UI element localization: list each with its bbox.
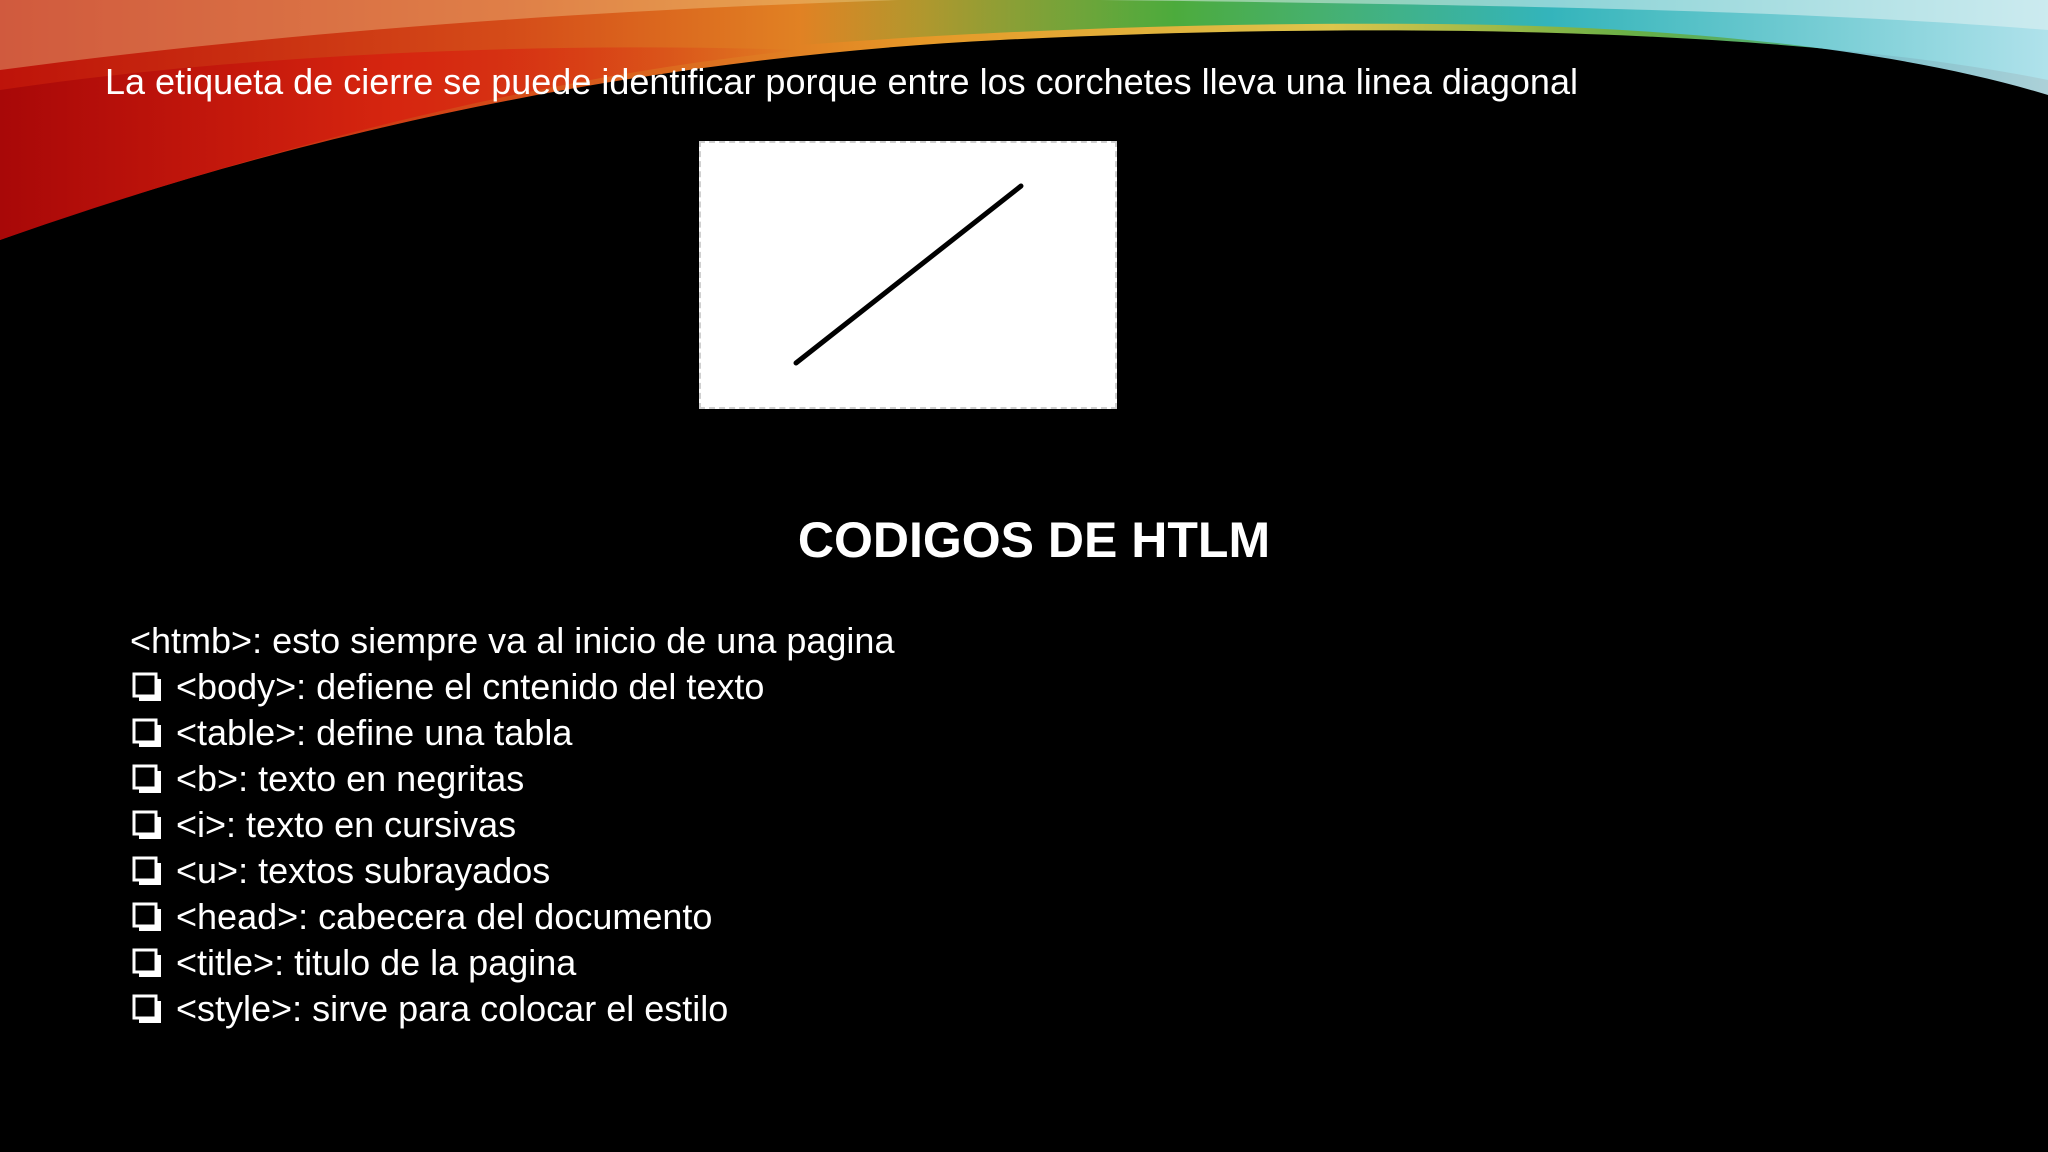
checkbox-bullet-icon (130, 992, 164, 1026)
checkbox-bullet-icon (130, 900, 164, 934)
checkbox-bullet-icon (130, 808, 164, 842)
list-item-label: <b>: texto en negritas (176, 758, 525, 799)
intro-line: <htmb>: esto siempre va al inicio de una pagina (130, 620, 895, 661)
checkbox-bullet-icon (130, 716, 164, 750)
list-item-label: <i>: texto en cursivas (176, 804, 517, 845)
list-item (130, 664, 894, 710)
slash-icon (701, 143, 1119, 411)
list-item (130, 710, 894, 756)
checkbox-bullet-icon (130, 946, 164, 980)
checkbox-bullet-icon (130, 854, 164, 888)
checkbox-bullet-icon (130, 762, 164, 796)
section-title: CODIGOS DE HTLM (797, 512, 1271, 568)
diagonal-line-figure (699, 141, 1117, 409)
list-item-label: <style>: sirve para colocar el estilo (176, 988, 729, 1029)
list-item-label: <u>: textos subrayados (176, 850, 551, 891)
list-item (130, 848, 894, 894)
list-item-label: <head>: cabecera del documento (176, 896, 713, 937)
list-item-label: <title>: titulo de la pagina (176, 942, 577, 983)
list-item-label: <table>: define una tabla (176, 712, 573, 753)
closing-tag-caption: La etiqueta de cierre se puede identificar porque entre los corchetes lleva una linea diagonal (105, 61, 1578, 102)
list-item (130, 894, 894, 940)
list-item (130, 802, 894, 848)
checkbox-bullet-icon (130, 670, 164, 704)
html-codes-list (130, 618, 894, 1032)
list-item-label: <body>: defiene el cntenido del texto (176, 666, 765, 707)
list-item (130, 756, 894, 802)
list-item (130, 986, 894, 1032)
list-item (130, 940, 894, 986)
